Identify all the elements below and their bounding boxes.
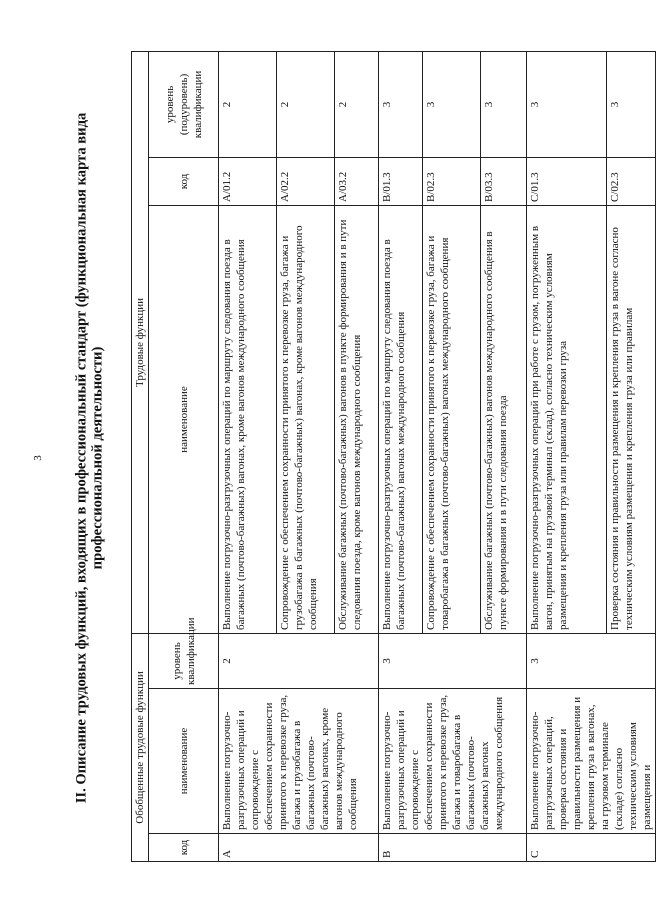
function-name-cell: Обслуживание багажных (почтово-багажных) вагонов международного сообщения в пункте формирования и в пути следования поезда <box>481 205 527 633</box>
functional-map-table-wrapper <box>131 52 653 862</box>
gen-name-cell: Выполнение погрузочно-разгрузочных операций и сопровождение с обеспечением сохранности принятого к перевозке груза, багажа и грузобагажа в багажных (почтово-багажных) вагонах, кроме вагонов международного сообщения <box>219 689 379 834</box>
gen-code-cell: B <box>379 834 527 862</box>
function-level-cell: 3 <box>379 51 423 157</box>
function-level-cell: 2 <box>219 51 277 157</box>
header-labor-name: наименование <box>149 205 219 633</box>
function-code-cell: C/01.3 <box>527 157 607 205</box>
function-name-cell: Сопровождение с обеспечением сохранности принятого к перевозке груза, багажа и грузобагажа в багажных (почтово-багажных) вагонах, кроме вагонов международного сообщения <box>277 205 335 633</box>
header-name: наименование <box>149 689 219 834</box>
gen-level-cell: 3 <box>527 633 656 688</box>
function-code-cell: C/02.3 <box>607 157 656 205</box>
header-labor-code: код <box>149 157 219 205</box>
functional-map-table <box>131 51 656 862</box>
page-title-line-2: профессиональной деятельности) <box>89 346 106 570</box>
function-name-cell: Сопровождение с обеспечением сохранности принятого к перевозке груза, багажа и товаробагажа в багажных (почтово-багажных) вагонах международного сообщения <box>423 205 481 633</box>
function-level-cell: 3 <box>527 51 607 157</box>
function-level-cell: 2 <box>335 51 379 157</box>
function-level-cell: 3 <box>423 51 481 157</box>
function-name-cell: Выполнение погрузочно-разгрузочных операций при работе с грузом, погруженным в вагон, принятым на грузовой терминал (склад), согласно техническим условиям размещения и крепления груза или правилам перевозки груза <box>527 205 607 633</box>
page-number: 3 <box>32 455 44 461</box>
function-level-cell: 2 <box>277 51 335 157</box>
header-sublevel: уровень (подуровень) квалификации <box>149 51 219 157</box>
page-title-line-1: II. Описание трудовых функций, входящих в профессиональный стандарт (функциональная карта вида <box>73 112 90 804</box>
function-name-cell: Проверка состояния и правильности размещения и крепления груза в вагоне согласно техническим условиям размещения и крепления груза или правилам <box>607 205 656 633</box>
gen-code-cell: C <box>527 834 656 862</box>
gen-level-cell: 2 <box>219 633 379 688</box>
function-name-cell: Выполнение погрузочно-разгрузочных операций по маршруту следования поезда в багажных (почтово-багажных) вагонах, кроме вагонов международного сообщения <box>219 205 277 633</box>
function-level-cell: 3 <box>481 51 527 157</box>
gen-code-cell: A <box>219 834 379 862</box>
function-code-cell: B/03.3 <box>481 157 527 205</box>
gen-name-cell: Выполнение погрузочно-разгрузочных операций, проверка состояния и правильности размещения и крепления груза в вагонах, на грузовом терминале (складе) согласно техническим условиям размещения и <box>527 689 656 834</box>
header-labor-functions: Трудовые функции <box>132 51 149 633</box>
function-level-cell: 3 <box>607 51 656 157</box>
function-name-cell: Выполнение погрузочно-разгрузочных операций по маршруту следования поезда в багажных (почтово-багажных) вагонах международного сообщения <box>379 205 423 633</box>
header-level: уровень квалификации <box>149 633 219 688</box>
function-code-cell: A/02.2 <box>277 157 335 205</box>
gen-name-cell: Выполнение погрузочно-разгрузочных операций и сопровождение с обеспечением сохранности принятого к перевозке груза, багажа и товаробагажа в багажных (почтово-багажных) вагонах международного сообщения <box>379 689 527 834</box>
function-code-cell: B/01.3 <box>379 157 423 205</box>
function-code-cell: A/03.2 <box>335 157 379 205</box>
header-general-functions: Обобщенные трудовые функции <box>132 633 149 861</box>
function-code-cell: A/01.2 <box>219 157 277 205</box>
header-code: код <box>149 834 219 862</box>
gen-level-cell: 3 <box>379 633 527 688</box>
function-name-cell: Обслуживание багажных (почтово-багажных) вагонов в пункте формирования и в пути следования поезда, кроме вагонов международного сообщения <box>335 205 379 633</box>
function-code-cell: B/02.3 <box>423 157 481 205</box>
